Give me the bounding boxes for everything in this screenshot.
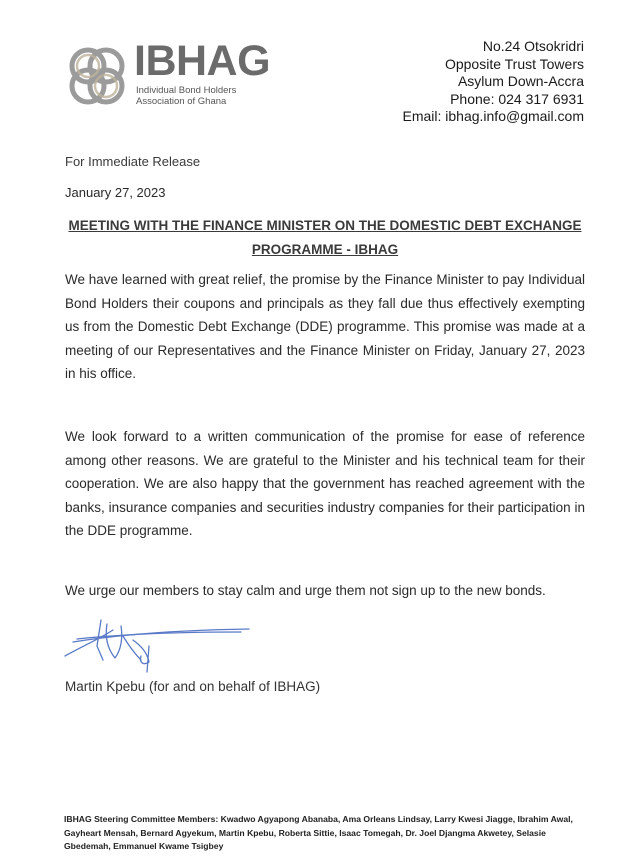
steering-committee-members: IBHAG Steering Committee Members: Kwadwo Agyapong Abanaba, Ama Orleans Lindsay, Larry Kwesi Jiagge, Ibrahim Awal, Gayheart Mensah, Bernard Agyekum, Martin Kpebu, Roberta Sittie, Isaac Tomegah, Dr. Joel Djangma Akwetey, Selasie Gbedemah, Emmanuel Kwame Tsigbey bbox=[64, 814, 573, 851]
ibhag-logo bbox=[64, 37, 271, 114]
logo-rings-icon bbox=[64, 44, 130, 110]
address-line1: No.24 Otsokridri bbox=[482, 38, 584, 54]
logo-subtitle-line1: Individual Bond Holders bbox=[136, 85, 237, 96]
address-line2: Opposite Trust Towers bbox=[444, 55, 584, 72]
body-paragraph-1: We have learned with great relief, the promise by the Finance Minister to pay Individual Bond Holders their coupons and principals as they fall due thus effectively exempting us from the Domestic Debt Exchange (DDE) programme. This promise was made at a meeting of our Representatives and the Finance Minister on Friday, January 27, 2023 in his office. bbox=[65, 272, 585, 381]
signer-name: Martin Kpebu (for and on behalf of IBHAG) bbox=[65, 679, 321, 694]
address-phone: Phone: 024 317 6931 bbox=[450, 90, 584, 107]
document-title: MEETING WITH THE FINANCE MINISTER ON THE DOMESTIC DEBT EXCHANGE PROGRAMME - IBHAG bbox=[68, 218, 582, 257]
address-line3: Asylum Down-Accra bbox=[457, 73, 584, 89]
logo-name: IBHAG bbox=[134, 37, 271, 85]
signature-icon bbox=[63, 616, 253, 674]
release-label: For Immediate Release bbox=[65, 154, 201, 169]
body-paragraph-2: We look forward to a written communication of the promise for ease of reference among other reasons. We are grateful to the Minister and his technical team for their cooperation. We are also happy that the government has reached agreement with the banks, insurance companies and securities industry companies for their participation in the DDE programme. bbox=[65, 429, 585, 538]
address-email: Email: ibhag.info@gmail.com bbox=[402, 108, 584, 124]
release-date: January 27, 2023 bbox=[65, 185, 166, 200]
sender-address bbox=[402, 38, 584, 126]
logo-subtitle bbox=[136, 85, 236, 107]
body-paragraph-3: We urge our members to stay calm and urge them not sign up to the new bonds. bbox=[65, 583, 546, 598]
logo-subtitle-line2: Association of Ghana bbox=[136, 96, 227, 107]
